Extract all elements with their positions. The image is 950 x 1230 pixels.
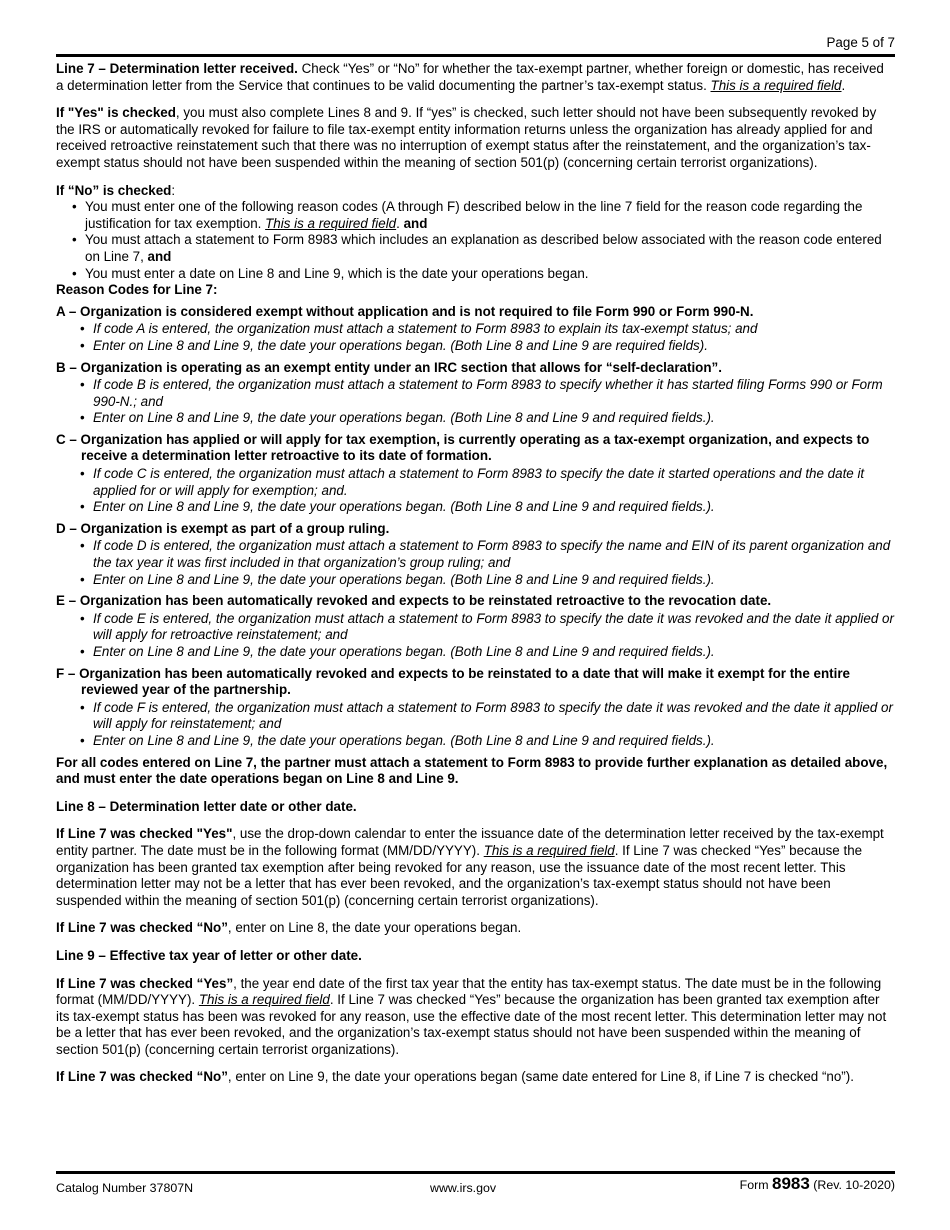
reason-code-f xyxy=(56,666,895,750)
reason-code-e xyxy=(56,593,895,660)
line7-intro: Check “Yes” or “No” for whether the tax-exempt partner, whether foreign or domestic, has received a determination letter from the Service that continues to be valid documenting the partner’s tax-exempt status. xyxy=(56,61,884,93)
list-item: • If code B is entered, the organization must attach a statement to Form 8983 to specify whether it has started filing Forms 990 or Form 990-N.; and xyxy=(56,377,895,410)
reason-code-d xyxy=(56,521,895,588)
reason-code-list xyxy=(56,538,895,588)
form-revision: (Rev. 10-2020) xyxy=(809,1178,895,1192)
line9-heading: Line 9 – Effective tax year of letter or other date. xyxy=(56,947,362,963)
line9-required: This is a required field xyxy=(198,992,330,1008)
list-item: • Enter on Line 8 and Line 9, the date your operations began. (Both Line 8 and Line 9 and required fields.). xyxy=(56,644,895,661)
line7-no-heading: If “No” is checked xyxy=(56,182,172,198)
line9-no-heading: If Line 7 was checked “No” xyxy=(56,1069,228,1085)
reason-code-b xyxy=(56,360,895,427)
footer-rule xyxy=(56,1171,895,1174)
line7-no-colon: : xyxy=(171,182,176,198)
list-item: • Enter on Line 8 and Line 9, the date your operations began. (Both Line 8 and Line 9 and required fields.). xyxy=(56,572,895,589)
reason-code-title: E – Organization has been automatically revoked and expects to be reinstated retroactive to the revocation date. xyxy=(56,593,772,609)
line8-heading: Line 8 – Determination letter date or other date. xyxy=(56,798,357,814)
list-item: • Enter on Line 8 and Line 9, the date your operations began. (Both Line 8 and Line 9 are required fields). xyxy=(56,338,895,355)
list-item-end: . xyxy=(396,215,404,231)
line9-no-text: , enter on Line 9, the date your operations began (same date entered for Line 8, if Line 7 is checked “no”). xyxy=(227,1069,854,1085)
reason-code-list xyxy=(56,611,895,661)
list-item: • If code D is entered, the organization must attach a statement to Form 8983 to specify the name and EIN of its parent organization and the tax year it was first included in that organization’s group ruling; and xyxy=(56,538,895,571)
header-rule xyxy=(56,54,895,57)
line8-yes-text: , use the drop-down calendar to enter the issuance date of the determination letter received by the tax-exempt entity partner. The date must be in the following format (MM/DD/YYYY). xyxy=(56,826,884,858)
reason-code-list xyxy=(56,321,895,354)
list-item xyxy=(56,199,895,232)
list-item-text: You must attach a statement to Form 8983 which includes an explanation as described below associated with the reason code entered on Line 7, xyxy=(85,232,882,264)
form-label: Form xyxy=(739,1178,772,1192)
list-item-required: This is a required field xyxy=(265,215,397,231)
line8-yes-paragraph xyxy=(56,826,895,909)
line7-yes-heading: If "Yes" is checked xyxy=(56,105,176,121)
line7-no-paragraph xyxy=(56,183,895,200)
reason-codes-summary: For all codes entered on Line 7, the partner must attach a statement to Form 8983 to provide further explanation as detailed above, and must enter the date operations began on Line 8 and Line 9. xyxy=(56,754,888,787)
line9-yes-paragraph xyxy=(56,976,895,1059)
reason-code-a xyxy=(56,304,895,355)
reason-code-title: F – Organization has been automatically revoked and expects to be reinstated to a date that will make it exempt for the entire reviewed year of the partnership. xyxy=(56,665,850,698)
reason-code-c xyxy=(56,432,895,516)
document-body xyxy=(56,61,895,1086)
line9-no-paragraph xyxy=(56,1069,895,1086)
line8-required: This is a required field xyxy=(483,842,615,858)
reason-code-list xyxy=(56,377,895,427)
list-item-and: and xyxy=(147,248,172,264)
list-item-text: You must enter one of the following reason codes (A through F) described below in the line 7 field for the reason code regarding the justification for tax exemption. xyxy=(85,199,863,231)
line8-yes-text-cont: . If Line 7 was checked “Yes” because the organization has been granted tax exemption after being revoked for any reason, use the issuance date of the most recent letter. This determination letter may not be a letter that has ever been revoked, and the organization’s tax-exempt status should not have been suspended within the meaning of section 501(p) (concerning certain terrorist organizations). xyxy=(56,842,863,908)
line8-no-paragraph xyxy=(56,920,895,937)
reason-code-title: D – Organization is exempt as part of a group ruling. xyxy=(56,520,390,536)
form-identifier xyxy=(740,1176,895,1194)
list-item: • Enter on Line 8 and Line 9, the date your operations began. (Both Line 8 and Line 9 and required fields.). xyxy=(56,499,895,516)
line9-yes-text-cont: . If Line 7 was checked “Yes” because the organization has been granted tax exemption after its tax-exempt status has been was revoked for any reason, use the effective date of the most recent letter. This determination letter may not be a letter that has ever been revoked, and the organization’s tax-exempt status should not have been suspended within the meaning of section 501(p) (concerning certain terrorist organizations). xyxy=(56,992,887,1057)
line7-period: . xyxy=(841,77,846,93)
reason-code-list xyxy=(56,466,895,516)
line8-no-text: , enter on Line 8, the date your operations began. xyxy=(227,920,522,936)
list-item: • Enter on Line 8 and Line 9, the date your operations began. (Both Line 8 and Line 9 and required fields.). xyxy=(56,733,895,750)
reason-codes-heading: Reason Codes for Line 7: xyxy=(56,282,218,298)
list-item: • If code F is entered, the organization must attach a statement to Form 8983 to specify the date it was revoked and the date it applied or will apply for reinstatement; and xyxy=(56,700,895,733)
reason-code-title: B – Organization is operating as an exempt entity under an IRC section that allows for “self-declaration”. xyxy=(56,359,722,375)
reason-code-title: C – Organization has applied or will apply for tax exemption, is currently operating as a tax-exempt organization, and expects to receive a determination letter retroactive to its date of formation. xyxy=(56,431,870,464)
line7-required: This is a required field xyxy=(710,77,842,93)
reason-code-list xyxy=(56,700,895,750)
line7-paragraph xyxy=(56,61,895,94)
list-item: • You must enter a date on Line 8 and Line 9, which is the date your operations began. xyxy=(56,266,895,283)
line7-no-list xyxy=(56,199,895,282)
line9-yes-text: , the year end date of the first tax year that the entity has tax-exempt status. The date must be in the following format (MM/DD/YYYY). xyxy=(56,975,882,1008)
document-page xyxy=(56,0,895,1230)
line7-yes-paragraph xyxy=(56,105,895,171)
line7-heading: Line 7 – Determination letter received. xyxy=(56,61,298,76)
reason-code-title: A – Organization is considered exempt without application and is not required to file Form 990 or Form 990-N. xyxy=(56,303,754,319)
list-item: • If code C is entered, the organization must attach a statement to Form 8983 to specify the date it started operations and the date it applied for or will apply for exemption; and. xyxy=(56,466,895,499)
list-item: • If code E is entered, the organization must attach a statement to Form 8983 to specify the date it was revoked and the date it applied or will apply for retroactive reinstatement; and xyxy=(56,611,895,644)
line9-yes-heading: If Line 7 was checked “Yes” xyxy=(56,975,234,991)
line7-yes-text: , you must also complete Lines 8 and 9. If “yes” is checked, such letter should not have been subsequently revoked by the IRS or automatically revoked for failure to file tax-exempt entity information returns unless the organization has already applied for and received retroactive reinstatement such that there was no interruption of exempt status after the reinstatement, and the organization’s tax-exempt status should not have been suspended within the meaning of section 501(p) (concerning certain terrorist organizations). xyxy=(56,105,877,170)
line8-no-heading: If Line 7 was checked “No” xyxy=(56,920,228,936)
form-number: 8983 xyxy=(772,1174,810,1193)
catalog-number: Catalog Number 37807N xyxy=(56,1181,194,1195)
list-item: • If code A is entered, the organization must attach a statement to Form 8983 to explain its tax-exempt status; and xyxy=(56,321,895,338)
page-number: Page 5 of 7 xyxy=(826,35,895,50)
list-item xyxy=(56,232,895,265)
list-item-and: and xyxy=(403,215,428,231)
line8-yes-heading: If Line 7 was checked "Yes" xyxy=(56,826,233,842)
list-item: • Enter on Line 8 and Line 9, the date your operations began. (Both Line 8 and Line 9 and required fields.). xyxy=(56,410,895,427)
website-link[interactable]: www.irs.gov xyxy=(430,1181,497,1195)
